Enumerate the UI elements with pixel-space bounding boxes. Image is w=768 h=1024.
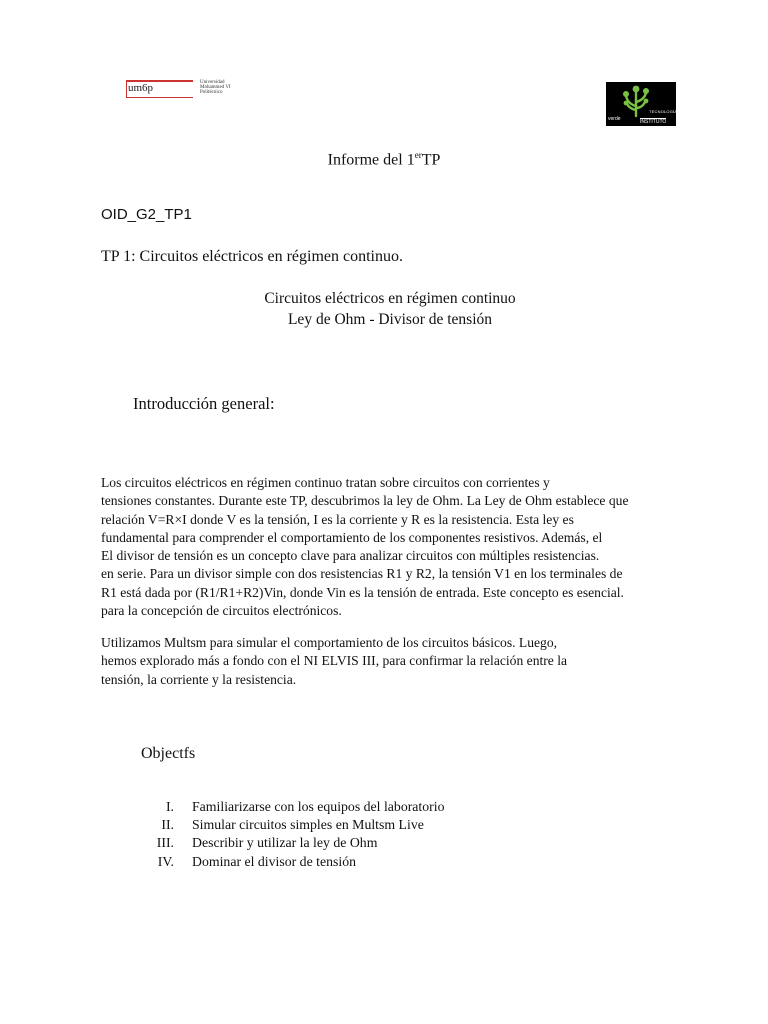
subtitle-line-2: Ley de Ohm - Divisor de tensión — [287, 311, 493, 328]
paragraph-line: El divisor de tensión es un concepto clave para analizar circuitos con múltiples resistencias. — [101, 548, 600, 564]
list-item-text: Simular circuitos simples en Multsm Live — [192, 817, 424, 833]
list-item-text: Describir y utilizar la ley de Ohm — [192, 835, 378, 851]
report-title — [0, 150, 768, 169]
title-superscript: er — [414, 150, 422, 160]
document-code: OID_G2_TP1 — [101, 206, 192, 223]
paragraph-line: tensiones constantes. Durante este TP, descubrimos la ley de Ohm. La Ley de Ohm establece que — [101, 493, 629, 509]
list-item-number: II. — [161, 817, 174, 833]
list-item-text: Dominar el divisor de tensión — [192, 853, 356, 869]
list-item-number: III. — [156, 835, 174, 851]
introduction-paragraph-2 — [101, 634, 701, 689]
paragraph-line: Los circuitos eléctricos en régimen continuo tratan sobre circuitos con corrientes y — [101, 475, 550, 490]
objectives-heading: Objectfs — [141, 745, 196, 762]
title-suffix: TP — [421, 151, 441, 169]
list-item-number: I. — [165, 799, 174, 814]
institute-logo — [606, 82, 676, 126]
logo-bottom-left-text: verde — [608, 116, 621, 122]
list-item-number: IV. — [157, 853, 174, 869]
list-item-text: Familiarizarse con los equipos del laboratorio — [192, 799, 445, 814]
paragraph-line: en serie. Para un divisor simple con dos resistencias R1 y R2, la tensión V1 en los terminales de — [101, 566, 623, 582]
paragraph-line: hemos explorado más a fondo con el NI ELVIS III, para confirmar la relación entre la — [101, 653, 568, 669]
title-prefix: Informe del 1 — [327, 151, 415, 169]
introduction-paragraph-1 — [101, 474, 701, 620]
paragraph-line: para la concepción de circuitos electrónicos. — [101, 603, 342, 619]
logo-subtitle-line: Mohammed VI — [200, 85, 231, 90]
um6p-logo — [126, 80, 246, 100]
tp-title: TP 1: Circuitos eléctricos en régimen continuo. — [101, 248, 403, 265]
logo-subtitle-line: Politécnico — [200, 90, 223, 95]
introduction-heading: Introducción general: — [133, 394, 275, 413]
logo-top-text: TECNOLOGÍA — [649, 109, 678, 114]
paragraph-line: fundamental para comprender el comportamiento de los componentes resistivos. Además, el — [101, 529, 603, 545]
subtitle-line-1: Circuitos eléctricos en régimen continuo — [264, 290, 516, 307]
paragraph-line: R1 está dada por (R1/R1+R2)Vin, donde Vin es la tensión de entrada. Este concepto es esencial. — [101, 584, 624, 600]
paragraph-line: relación V=R×I donde V es la tensión, I es la corriente y R es la resistencia. Esta ley es — [101, 511, 574, 527]
logo-subtitle-line: Universidad — [200, 80, 225, 85]
logo-bottom-right-text: INSTITUTO — [640, 119, 667, 125]
paragraph-line: tensión, la corriente y la resistencia. — [101, 671, 297, 687]
logo-subtitle — [200, 80, 260, 95]
paragraph-line: Utilizamos Multsm para simular el comportamiento de los circuitos básicos. Luego, — [101, 635, 558, 650]
logo-wordmark: um6p — [128, 82, 154, 94]
